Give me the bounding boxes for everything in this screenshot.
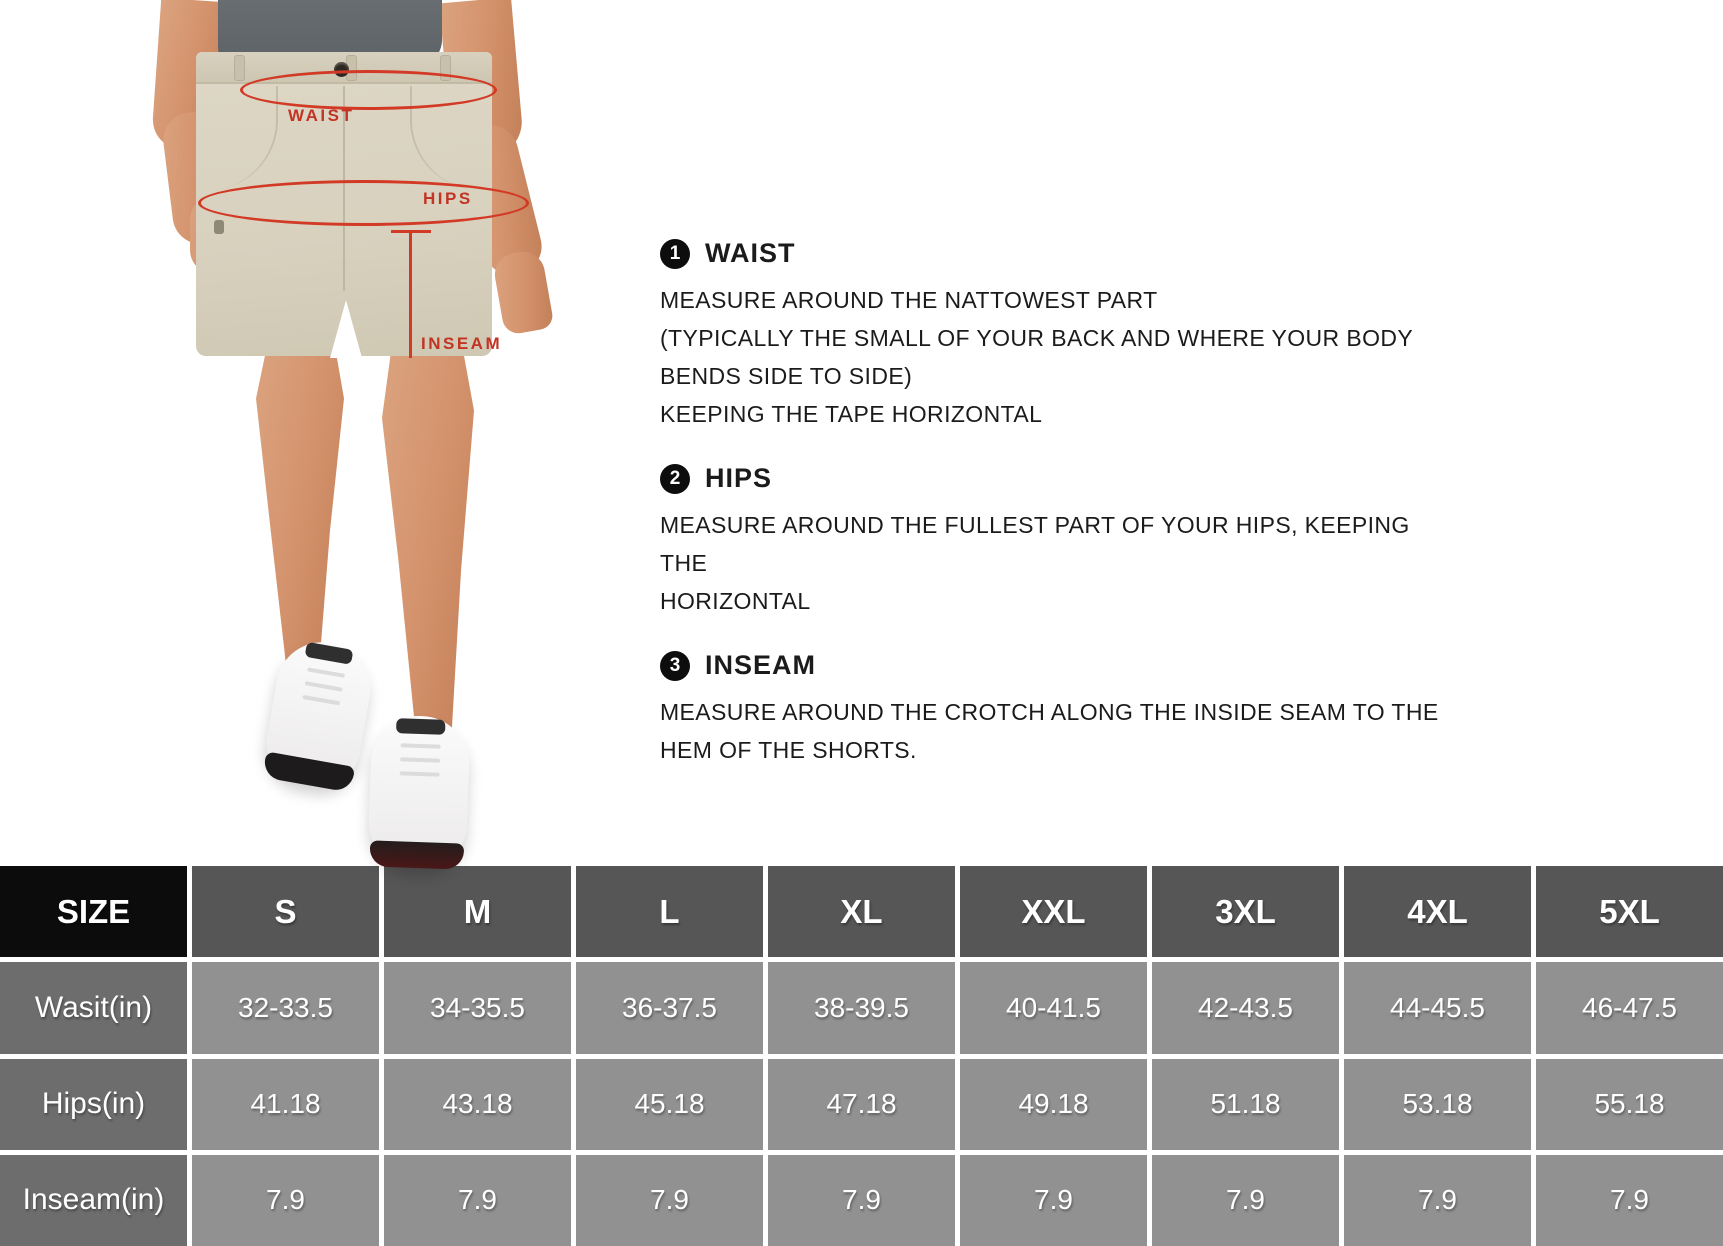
header-cell: M bbox=[384, 866, 571, 957]
belt-loop bbox=[234, 55, 245, 81]
instruction-line: BENDS SIDE TO SIDE) bbox=[660, 363, 913, 389]
waist-value: 38-39.5 bbox=[768, 962, 955, 1053]
inseam-value: 7.9 bbox=[1536, 1155, 1723, 1246]
shoe-lace bbox=[400, 757, 439, 762]
header-cell: XL bbox=[768, 866, 955, 957]
instruction-section-inseam bbox=[660, 650, 1440, 769]
shoe-lace bbox=[401, 743, 440, 748]
waist-value: 40-41.5 bbox=[960, 962, 1147, 1053]
size-chart-table bbox=[0, 862, 1723, 1246]
waist-value: 36-37.5 bbox=[576, 962, 763, 1053]
section-title: INSEAM bbox=[705, 650, 817, 680]
shoe-collar bbox=[396, 718, 445, 735]
hips-value: 53.18 bbox=[1344, 1059, 1531, 1150]
waist-value: 32-33.5 bbox=[192, 962, 379, 1053]
hips-value: 47.18 bbox=[768, 1059, 955, 1150]
section-heading bbox=[660, 650, 1440, 681]
inseam-value: 7.9 bbox=[384, 1155, 571, 1246]
right-hand bbox=[491, 248, 554, 335]
waist-value: 42-43.5 bbox=[1152, 962, 1339, 1053]
leg-split bbox=[330, 300, 362, 358]
inseam-label: INSEAM bbox=[421, 334, 503, 353]
header-cell: 3XL bbox=[1152, 866, 1339, 957]
instruction-line: MEASURE AROUND THE NATTOWEST PART bbox=[660, 287, 1158, 313]
left-sneaker bbox=[260, 635, 377, 791]
row-label-hips: Hips(in) bbox=[0, 1059, 187, 1150]
number-badge-2: 2 bbox=[660, 464, 690, 494]
shoe-lace bbox=[400, 771, 439, 776]
left-leg bbox=[256, 348, 344, 664]
instruction-line: HORIZONTAL bbox=[660, 588, 811, 614]
model-photo bbox=[0, 0, 640, 862]
row-label-waist: Wasit(in) bbox=[0, 962, 187, 1053]
inseam-value: 7.9 bbox=[960, 1155, 1147, 1246]
right-sneaker bbox=[367, 714, 470, 867]
instruction-line: MEASURE AROUND THE FULLEST PART OF YOUR HIPS, KEEPING THE bbox=[660, 512, 1410, 576]
section-title: HIPS bbox=[705, 463, 773, 493]
waist-measure-ellipse bbox=[240, 70, 497, 110]
number-badge-1: 1 bbox=[660, 239, 690, 269]
instruction-line: HEM OF THE SHORTS. bbox=[660, 737, 917, 763]
header-cell: 4XL bbox=[1344, 866, 1531, 957]
instruction-section-hips bbox=[660, 463, 1440, 620]
inseam-value: 7.9 bbox=[1152, 1155, 1339, 1246]
hips-value: 51.18 bbox=[1152, 1059, 1339, 1150]
hips-value: 41.18 bbox=[192, 1059, 379, 1150]
shoe-lace bbox=[302, 695, 340, 705]
row-label-inseam: Inseam(in) bbox=[0, 1155, 187, 1246]
shoe-sole bbox=[369, 840, 464, 869]
hips-measure-ellipse bbox=[198, 180, 529, 226]
instruction-section-waist bbox=[660, 238, 1440, 433]
shoe-lace bbox=[305, 681, 343, 691]
waist-value: 44-45.5 bbox=[1344, 962, 1531, 1053]
waist-value: 46-47.5 bbox=[1536, 962, 1723, 1053]
shoe-collar bbox=[304, 642, 353, 665]
instruction-line: KEEPING THE TAPE HORIZONTAL bbox=[660, 401, 1043, 427]
hips-label: HIPS bbox=[423, 189, 473, 208]
hips-value: 45.18 bbox=[576, 1059, 763, 1150]
instruction-line: (TYPICALLY THE SMALL OF YOUR BACK AND WHERE YOUR BODY bbox=[660, 325, 1414, 351]
hips-value: 49.18 bbox=[960, 1059, 1147, 1150]
zipper-pull bbox=[214, 220, 224, 234]
instruction-line: MEASURE AROUND THE CROTCH ALONG THE INSIDE SEAM TO THE bbox=[660, 699, 1439, 725]
shoe-lace bbox=[307, 667, 345, 677]
hips-value: 55.18 bbox=[1536, 1059, 1723, 1150]
inseam-value: 7.9 bbox=[768, 1155, 955, 1246]
right-leg bbox=[382, 350, 474, 728]
number-badge-3: 3 bbox=[660, 651, 690, 681]
inseam-measure-line bbox=[409, 232, 412, 358]
section-heading bbox=[660, 463, 1440, 494]
inseam-value: 7.9 bbox=[576, 1155, 763, 1246]
waist-value: 34-35.5 bbox=[384, 962, 571, 1053]
header-cell: XXL bbox=[960, 866, 1147, 957]
measuring-instructions bbox=[660, 238, 1440, 799]
header-cell: L bbox=[576, 866, 763, 957]
header-cell-size: SIZE bbox=[0, 866, 187, 957]
header-cell: S bbox=[192, 866, 379, 957]
hips-value: 43.18 bbox=[384, 1059, 571, 1150]
header-cell: 5XL bbox=[1536, 866, 1723, 957]
section-title: WAIST bbox=[705, 238, 796, 268]
waist-label: WAIST bbox=[288, 106, 355, 125]
section-heading bbox=[660, 238, 1440, 269]
inseam-value: 7.9 bbox=[192, 1155, 379, 1246]
inseam-value: 7.9 bbox=[1344, 1155, 1531, 1246]
shoe-sole bbox=[262, 751, 355, 792]
